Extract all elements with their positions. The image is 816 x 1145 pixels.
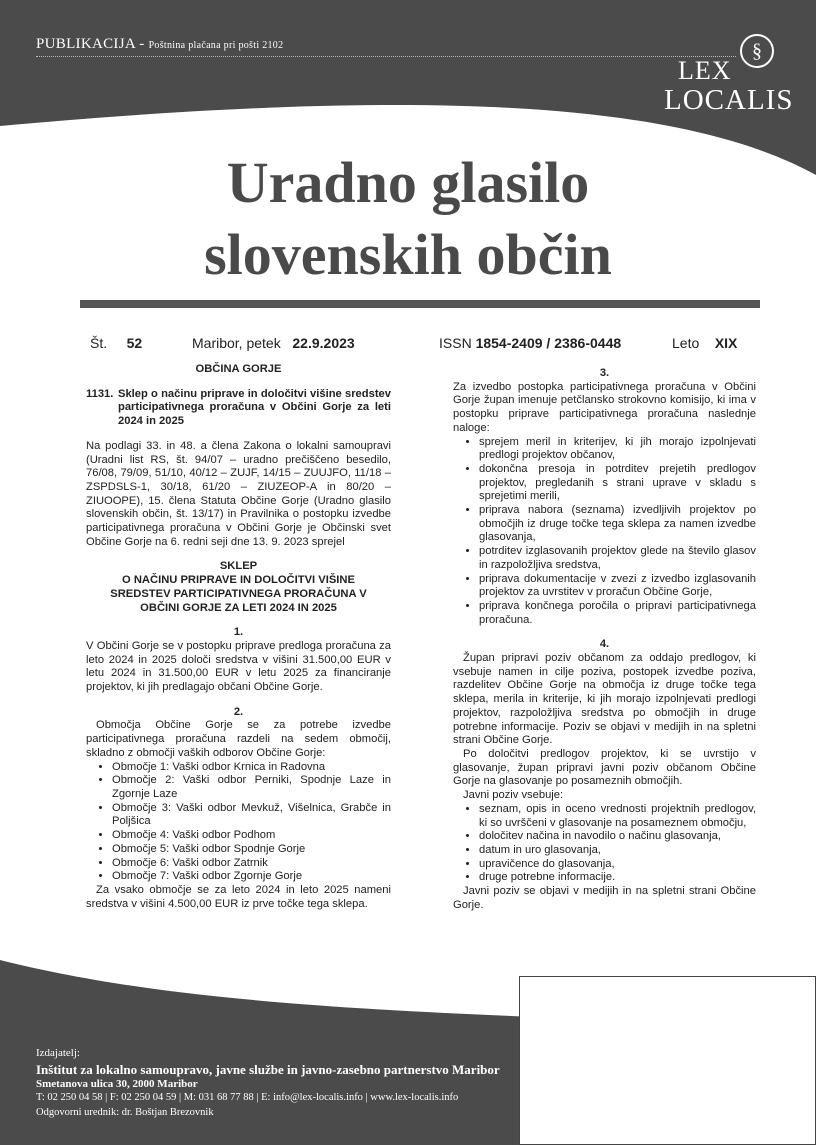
list-item: • Območje 4: Vaški odbor Podhom	[112, 829, 391, 843]
postage-note: Poštnina plačana pri pošti 2102	[148, 40, 284, 51]
list-item: • priprava dokumentacije v zvezi z izvedbo izglasovanih projektov za uvrstitev v proračun Občine Gorje,	[479, 573, 756, 600]
public-call-contents-list	[453, 803, 756, 885]
address-box	[519, 976, 816, 1145]
responsible-editor: Odgovorni urednik: dr. Boštjan Brezovnik	[36, 1107, 214, 1118]
article-1-text: V Občini Gorje se v postopku priprave predloga proračuna za leto 2024 in 2025 določi sredstva v višini 31.500,00 EUR v letu 2024 in 31.500,00 EUR v letu 2025 za financiranje projektov, ki jih predlagajo občani Občine Gorje.	[86, 639, 391, 694]
list-item: • dokončna presoja in potrditev prejetih predlogov projektov, pregledanih s strani uprave v skladu s sprejetimi merili,	[479, 463, 756, 504]
brand-localis: LOCALIS	[664, 84, 794, 116]
issue-date: Maribor, petek 22.9.2023	[192, 335, 355, 351]
article-2-outro: Za vsako območje se za leto 2024 in leto 2025 nameni sredstva v višini 4.500,00 EUR iz prve točke tega sklepa.	[86, 883, 391, 910]
header-divider	[36, 56, 736, 57]
list-item: • druge potrebne informacije.	[479, 871, 756, 885]
item-title	[86, 388, 391, 429]
journal-title-line2: slovenskih občin	[204, 222, 612, 287]
list-item: • Območje 5: Vaški odbor Spodnje Gorje	[112, 843, 391, 857]
article-3-intro: Za izvedbo postopka participativnega proračuna v Občini Gorje župan imenuje petčlansko strokovno komisijo, ki ima v postopku priprave participativnega proračuna naslednje naloge:	[453, 380, 756, 434]
publisher-contacts: T: 02 250 04 58 | F: 02 250 04 59 | M: 031 68 77 88 | E: info@lex-localis.info | www.lex-localis.info	[36, 1092, 459, 1103]
issue-number: Št. 52	[90, 335, 143, 351]
list-item: • Območje 7: Vaški odbor Zgornje Gorje	[112, 870, 391, 884]
list-item: • Območje 6: Vaški odbor Zatrnik	[112, 857, 391, 871]
publisher-name: Inštitut za lokalno samoupravo, javne službe in javno-zasebno partnerstvo Maribor	[36, 1062, 500, 1077]
publisher-address: Smetanova ulica 30, 2000 Maribor	[36, 1078, 198, 1090]
list-item: • priprava nabora (seznama) izvedljivih projektov po območjih iz druge točke tega sklepa za namen izvedbe glasovanja,	[479, 504, 756, 545]
decision-title: O NAČINU PRIPRAVE IN DOLOČITVI VIŠINE SREDSTEV PARTICIPATIVNEGA PRORAČUNA V OBČINI GORJE ZA LETI 2024 IN 2025	[110, 574, 367, 614]
right-column	[453, 367, 756, 912]
list-item: • priprava končnega poročila o pripravi participativnega proračuna.	[479, 600, 756, 627]
list-item: • Območje 1: Vaški odbor Krnica in Radovna	[112, 761, 391, 775]
brand-lex: LEX	[678, 56, 732, 85]
issue-issn: ISSN 1854-2409 / 2386-0448	[439, 335, 622, 351]
section-seal-icon: §	[740, 34, 774, 68]
article-1-number: 1.	[233, 626, 244, 639]
commission-tasks-list	[453, 436, 756, 628]
publisher-label: Izdajatelj:	[36, 1047, 80, 1059]
article-4-p3: Javni poziv vsebuje:	[463, 789, 564, 802]
preamble: Na podlagi 33. in 48. a člena Zakona o lokalni samoupravi (Uradni list RS, št. 94/07 – uradno prečiščeno besedilo, 76/08, 79/09, 51/10, 40/12 – ZUJF, 14/15 – ZUUJFO, 11/18 – ZSPDSLS-1, 30/18, 61/20 – ZIUZEOP-A in 80/20 – ZIUOOPE), 15. člena Statuta Občine Gorje (Uradno glasilo slovenskih občin, št. 13/17) in Pravilnika o postopku izvedbe participativnega proračuna v Občini Gorje je Občinski svet Občine Gorje na 6. redni seji dne 13. 9. 2023 sprejel	[86, 439, 391, 548]
article-4-number: 4.	[599, 638, 610, 651]
list-item: • Območje 3: Vaški odbor Mevkuž, Višelnica, Grabče in Poljšica	[112, 802, 391, 829]
list-item: • datum in uro glasovanja,	[479, 844, 756, 858]
list-item: • seznam, opis in oceno vrednosti projektnih predlogov, ki so uvrščeni v glasovanje na posameznem območju,	[479, 803, 756, 830]
article-2-number: 2.	[233, 705, 244, 718]
list-item: • upravičence do glasovanja,	[479, 858, 756, 872]
list-item: • Območje 2: Vaški odbor Perniki, Spodnje Laze in Zgornje Laze	[112, 774, 391, 801]
issue-year: Leto XIX	[672, 335, 738, 351]
list-item: • sprejem meril in kriterijev, ki jih morajo izpolnjevati predlogi projektov občanov,	[479, 436, 756, 463]
publication-label: PUBLIKACIJA - Poštnina plačana pri pošti 2102	[36, 36, 284, 52]
decision-heading: SKLEP	[219, 560, 258, 573]
article-2-intro: Območja Občine Gorje se za potrebe izvedbe participativnega proračuna razdeli na sedem območij, skladno z območji vaških odborov Občine Gorje:	[86, 719, 391, 759]
article-4-p4: Javni poziv se objavi v medijih in na spletni strani Občine Gorje.	[453, 885, 756, 911]
left-column	[86, 363, 391, 911]
area-list	[86, 761, 391, 884]
municipality-heading: OBČINA GORJE	[195, 363, 282, 375]
item-title-text: Sklep o načinu priprave in določitvi višine sredstev participativnega proračuna v Občini Gorje za leti 2024 in 2025	[118, 387, 391, 428]
item-number: 1131.	[86, 387, 114, 400]
article-4-p1: Župan pripravi poziv občanom za oddajo predlogov, ki vsebuje namen in cilje poziva, postopek izvedbe poziva, razdelitev Občine Gorje na območja iz druge točke tega sklepa, merila in kriterije, ki jih morajo izpolnjevati predlogi projektov, razpoložljiva sredstva po območjih in druge potrebne informacije. Poziv se objavi v medijih in na spletni strani Občine Gorje.	[453, 652, 756, 747]
title-rule	[80, 300, 760, 308]
article-3-number: 3.	[599, 367, 610, 379]
list-item: • potrditev izglasovanih projektov glede na število glasov in razpoložljiva sredstva,	[479, 545, 756, 572]
article-4-p2: Po določitvi predlogov projektov, ki se uvrstijo v glasovanje, župan pripravi javni poziv občanom Občine Gorje na glasovanje po posameznih območjih.	[453, 747, 756, 788]
journal-title-line1: Uradno glasilo	[226, 150, 590, 215]
list-item: • določitev načina in navodilo o načinu glasovanja,	[479, 830, 756, 844]
